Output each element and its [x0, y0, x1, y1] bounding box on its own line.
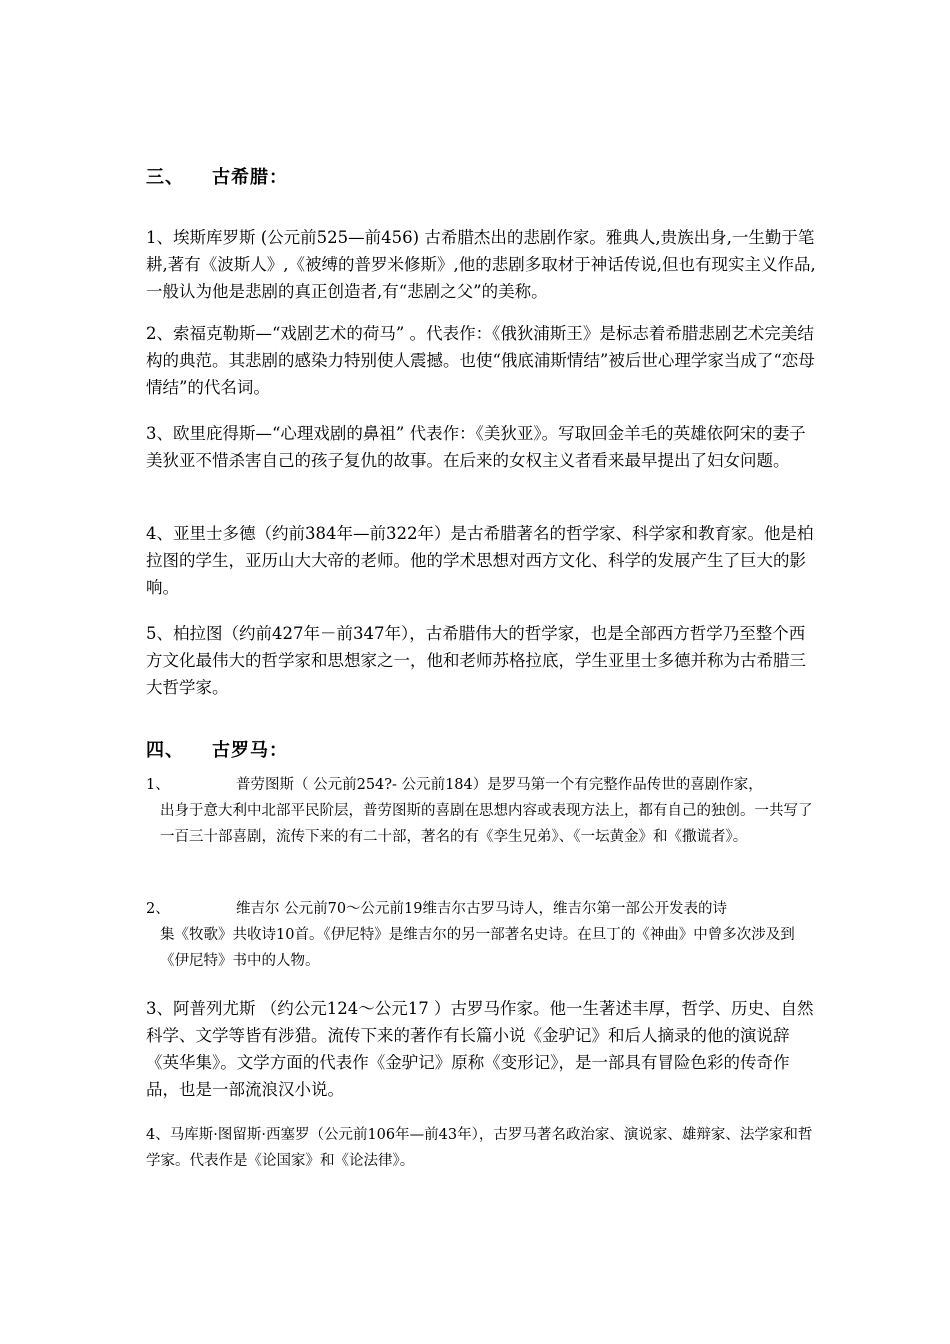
paragraph-plato: 5、柏拉图（约前427年－前347年），古希腊伟大的哲学家，也是全部西方哲学乃至整个西方文化最伟大的哲学家和思想家之一，他和老师苏格拉底，学生亚里士多德并称为古希腊三大哲学家。 — [146, 624, 806, 697]
paragraph-cicero: 4、马库斯·图留斯·西塞罗（公元前106年—前43年），古罗马著名政治家、演说家、雄辩家、法学家和哲学家。代表作是《论国家》和《论法律》。 — [146, 1127, 813, 1169]
paragraph-euripides: 3、欧里庇得斯—“心理戏剧的鼻祖” 代表作：《美狄亚》。写取回金羊毛的英雄依阿宋的妻子美狄亚不惜杀害自己的孩子复仇的故事。在后来的女权主义者看来最早提出了妇女问题。 — [146, 424, 806, 470]
paragraph-aeschylus: 1、埃斯库罗斯 (公元前525—前456) 古希腊杰出的悲剧作家。雅典人,贵族出身,一生勤于笔耕,著有《波斯人》,《被缚的普罗米修斯》,他的悲剧多取材于神话传说,但也有现实主义作品,一般认为他是悲剧的真正创造者,有“悲剧之父”的美称。 — [146, 228, 816, 301]
list-marker: 2、 — [146, 901, 170, 917]
section-title: 古希腊： — [212, 167, 288, 188]
paragraph-apuleius: 3、阿普列尤斯 （约公元124～公元17 ）古罗马作家。他一生著述丰厚，哲学、历史、自然科学、文学等皆有涉猎。流传下来的著作有长篇小说《金驴记》和后人摘录的他的演说辞《英华集》。文学方面的代表作《金驴记》原称《变形记》，是一部具有冒险色彩的传奇作品，也是一部流浪汉小说。 — [146, 999, 814, 1099]
list-item-body: 出身于意大利中北部平民阶层，普劳图斯的喜剧在思想内容或表现方法上，都有自己的独创。一共写了一百三十部喜剧，流传下来的有二十部，著名的有《孪生兄弟》、《一坛黄金》和《撒谎者》。 — [160, 803, 813, 845]
section-title: 古罗马： — [212, 740, 288, 761]
list-marker: 1、 — [146, 777, 170, 793]
list-item-plautus — [146, 772, 822, 850]
list-item-body: 集《牧歌》共收诗10首。《伊尼特》是维吉尔的另一部著名史诗。在旦丁的《神曲》中曾多次涉及到《伊尼特》书中的人物。 — [160, 927, 795, 969]
list-item-first-line: 维吉尔 公元前70～公元前19维吉尔古罗马诗人，维吉尔第一部公开发表的诗 — [236, 901, 728, 917]
paragraph-aristotle: 4、亚里士多德（约前384年—前322年）是古希腊著名的哲学家、科学家和教育家。他是柏拉图的学生，亚历山大大帝的老师。他的学术思想对西方文化、科学的发展产生了巨大的影响。 — [146, 524, 814, 597]
section-heading-ancient-greece — [146, 163, 288, 189]
paragraph-sophocles: 2、索福克勒斯—“戏剧艺术的荷马” 。代表作：《俄狄浦斯王》是标志着希腊悲剧艺术完美结构的典范。其悲剧的感染力特别使人震撼。也使“俄底浦斯情结”被后世心理学家当成了“恋母情结”的代名词。 — [146, 324, 815, 397]
section-number: 三、 — [146, 167, 184, 188]
list-item-virgil — [146, 896, 822, 974]
section-number: 四、 — [146, 740, 184, 761]
list-item-first-line: 普劳图斯（ 公元前254?- 公元前184）是罗马第一个有完整作品传世的喜剧作家， — [236, 777, 763, 793]
section-heading-ancient-rome — [146, 736, 288, 762]
